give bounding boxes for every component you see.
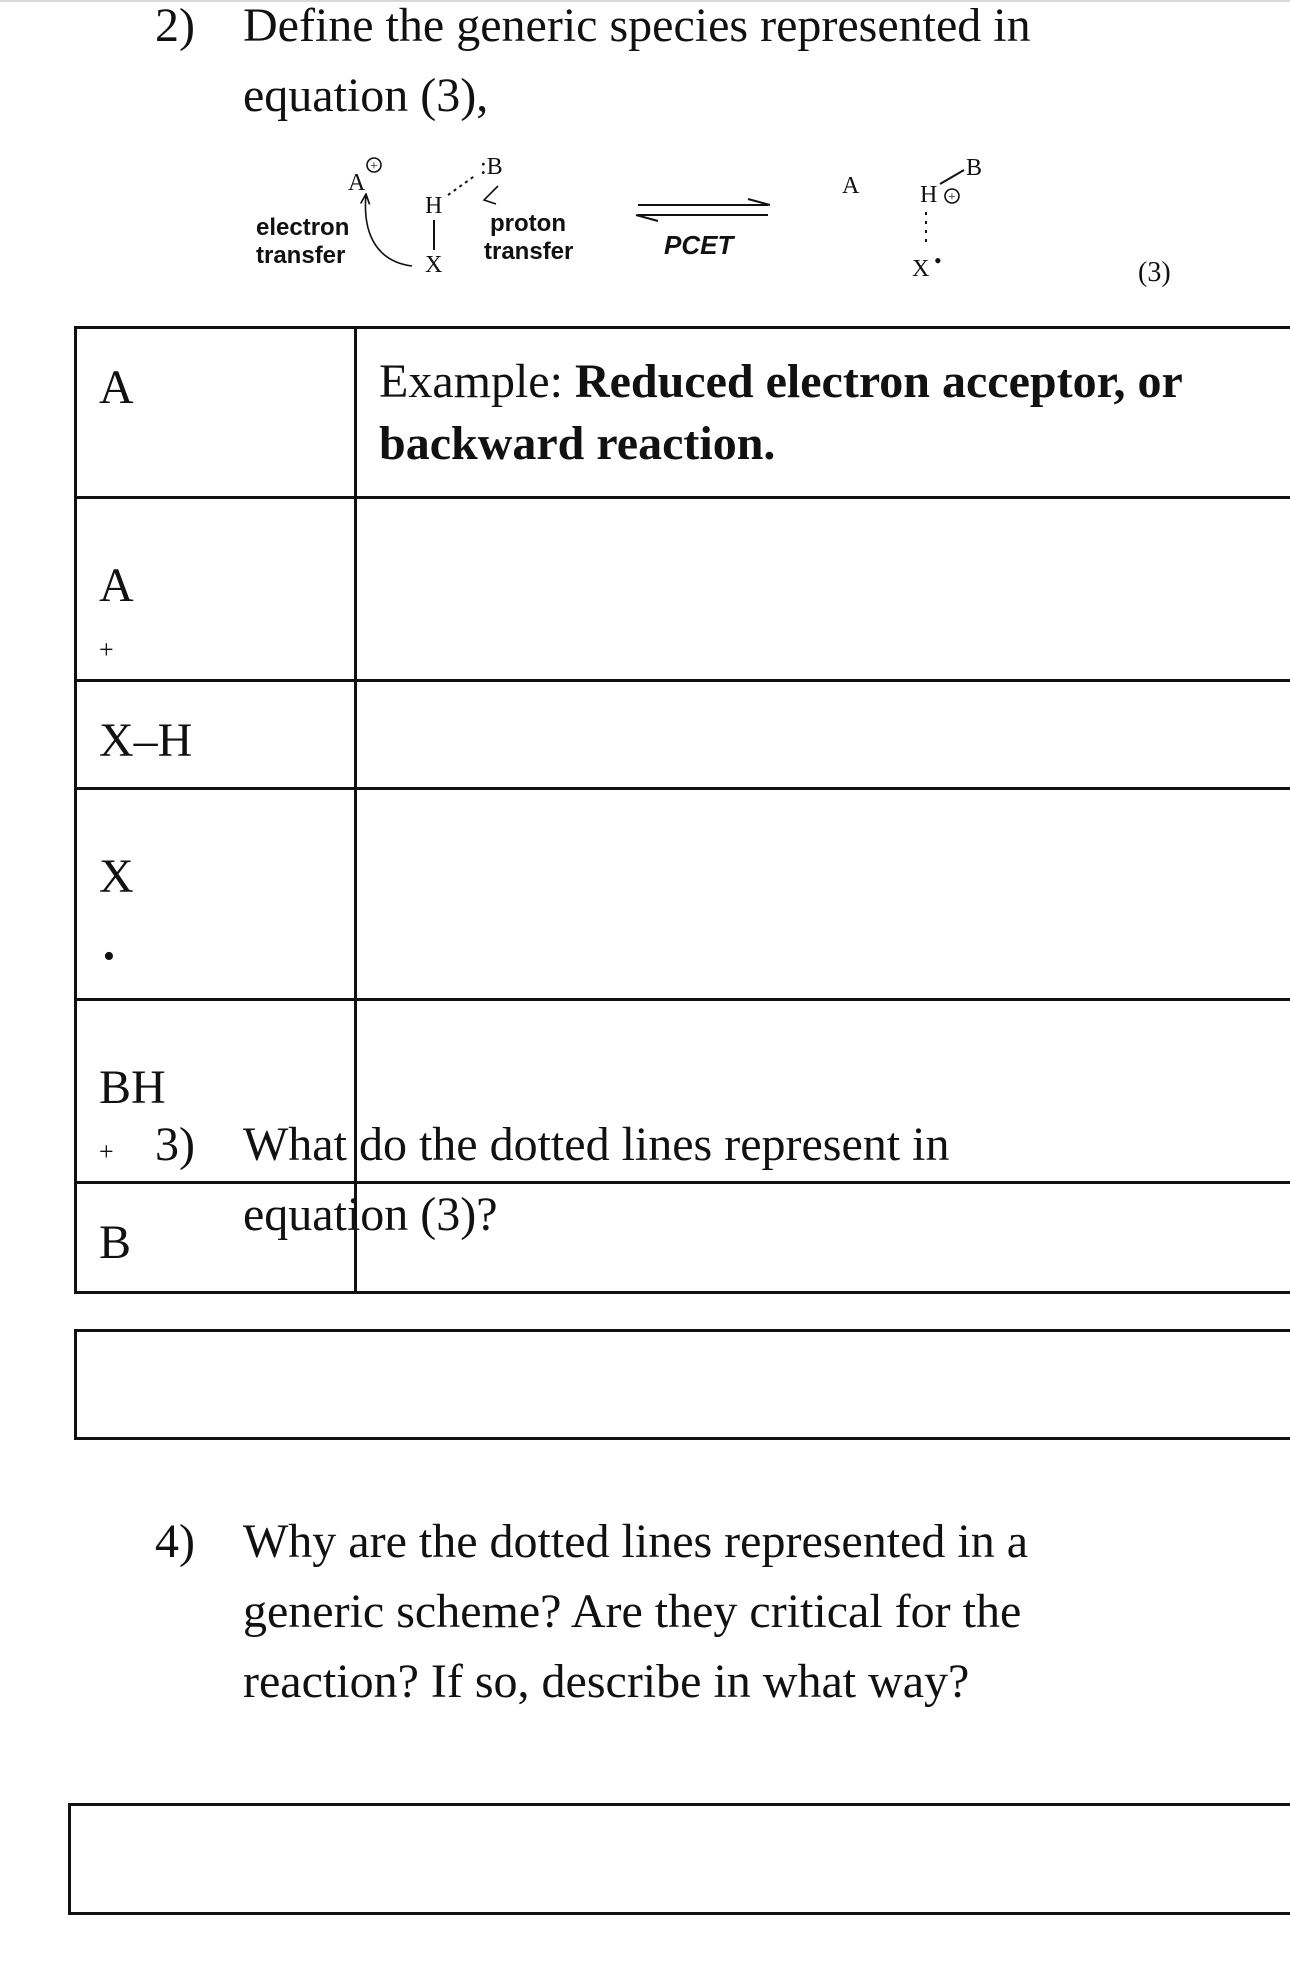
species-cell: A	[76, 328, 356, 498]
definition-cell[interactable]	[356, 498, 1290, 681]
species-cell: B	[76, 1183, 356, 1293]
equation-number: (3)	[1138, 257, 1171, 288]
question-number: 3)	[155, 1118, 195, 1171]
answer-box-question-4[interactable]	[68, 1803, 1290, 1915]
question-2	[155, 0, 1253, 131]
example-answer: Reduced electron acceptor, or backward reaction.	[379, 355, 1182, 470]
proton-transfer-label: transfer	[484, 238, 574, 265]
answer-box-question-3[interactable]	[74, 1329, 1290, 1440]
question-text: Why are the dotted lines represented in a generic scheme? Are they critical for the reaction? If so, describe in what way?	[243, 1515, 1029, 1708]
radical-dot: •	[934, 248, 942, 273]
question-number: 2)	[155, 0, 195, 52]
proton-transfer-arrow-icon	[484, 186, 498, 204]
species-cell: A +	[76, 498, 356, 681]
question-4	[155, 1507, 1253, 1717]
electron-label: electron	[256, 214, 350, 241]
product-atom-a: A	[842, 173, 860, 199]
question-text: Define the generic species represented in equation (3),	[243, 0, 1031, 122]
table-row	[76, 498, 1290, 681]
product-atom-b: B	[966, 155, 983, 181]
product-atom-x: X	[912, 256, 930, 282]
plus-symbol: +	[948, 190, 956, 205]
transfer-label: transfer	[256, 242, 346, 269]
atom-x: X	[425, 252, 443, 278]
question-number: 4)	[155, 1515, 195, 1568]
atom-a: A	[348, 170, 366, 196]
proton-label: proton	[490, 210, 566, 237]
pcet-arrow-label: PCET	[664, 230, 734, 260]
table-row	[76, 681, 1290, 789]
species-cell: X–H	[76, 681, 356, 789]
example-prefix: Example:	[379, 355, 575, 408]
pcet-reaction-scheme	[240, 150, 1200, 300]
plus-symbol: +	[370, 159, 378, 174]
species-cell: BH +	[76, 1000, 356, 1183]
species-cell: X •	[76, 789, 356, 1000]
table-row	[76, 328, 1290, 498]
h-b-bond	[940, 170, 964, 184]
definition-cell[interactable]	[356, 328, 1290, 498]
question-3	[155, 1110, 1253, 1250]
definition-cell[interactable]	[356, 681, 1290, 789]
table-row	[76, 789, 1290, 1000]
dotted-interaction-line	[448, 175, 476, 195]
atom-h: H	[425, 193, 443, 219]
electron-transfer-arrow	[365, 194, 412, 266]
question-text: What do the dotted lines represent in equation (3)?	[243, 1118, 950, 1241]
product-atom-h: H	[920, 182, 938, 208]
definition-cell[interactable]	[356, 789, 1290, 1000]
atom-b: :B	[480, 154, 503, 180]
